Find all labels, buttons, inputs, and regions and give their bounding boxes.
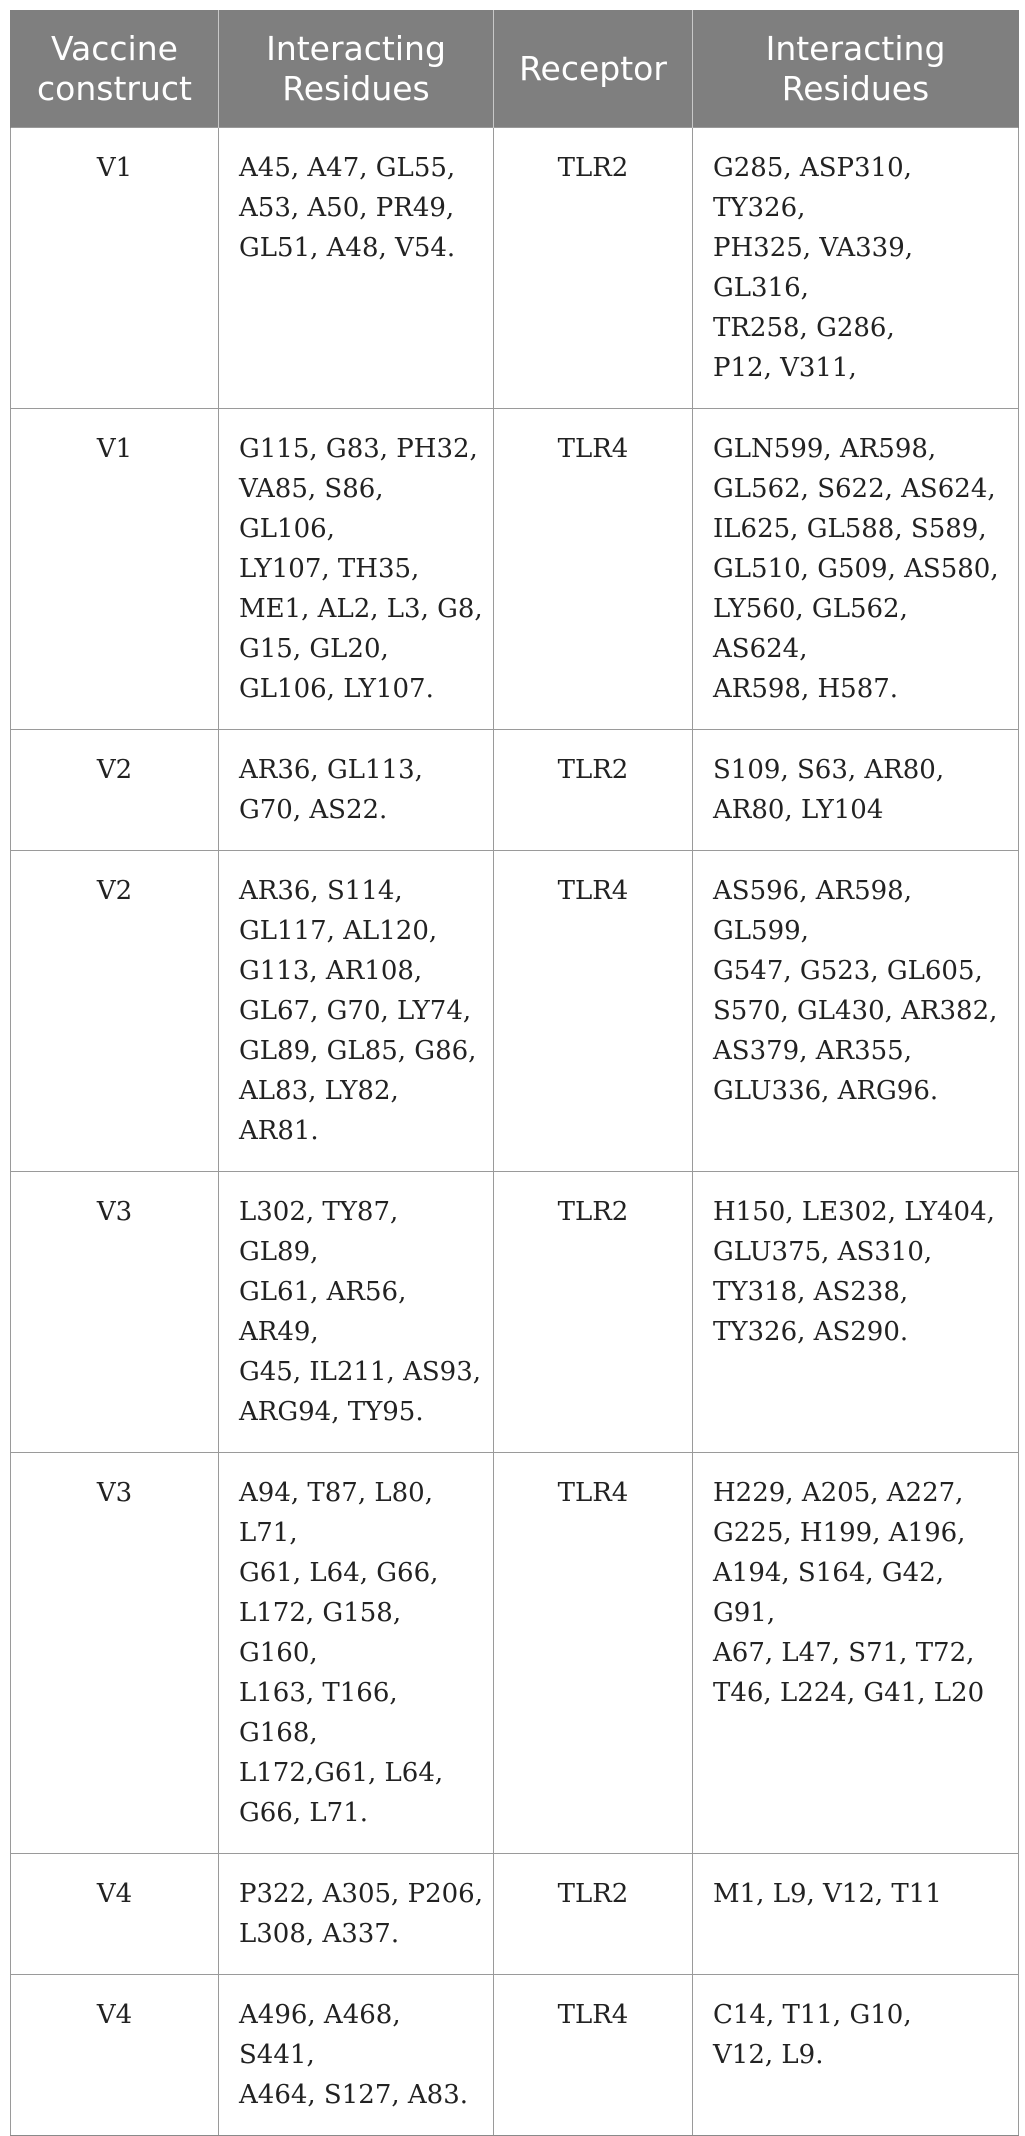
residue-line: AR36, S114,: [239, 876, 403, 906]
receptor-residues-cell: [693, 1975, 1019, 2136]
residue-line: V12, L9.: [713, 2040, 824, 2070]
residue-line: GL61, AR56, AR49,: [239, 1277, 407, 1347]
residue-line: P12, V311,: [713, 353, 857, 383]
residue-line: G45, IL211, AS93,: [239, 1357, 482, 1387]
vaccine-construct-cell: V3: [11, 1172, 219, 1453]
residue-line: L302, TY87, GL89,: [239, 1197, 399, 1267]
residue-line: A496, A468, S441,: [239, 2000, 401, 2070]
table-row: [11, 1453, 1019, 1854]
residue-line: AR598, H587.: [713, 674, 899, 704]
receptor-residues-cell: [693, 1172, 1019, 1453]
residue-line: TY326, AS290.: [713, 1317, 909, 1347]
vaccine-residues-cell: [219, 851, 494, 1172]
residue-line: A194, S164, G42, G91,: [713, 1558, 945, 1628]
receptor-residues-cell: [693, 1854, 1019, 1975]
table-header-row: [11, 10, 1019, 128]
residue-line: G66, L71.: [239, 1798, 368, 1828]
receptor-cell: TLR4: [494, 1453, 693, 1854]
residue-line: G113, AR108,: [239, 956, 423, 986]
residue-line: GLU375, AS310,: [713, 1237, 933, 1267]
residue-line: A464, S127, A83.: [239, 2080, 469, 2110]
receptor-cell: TLR4: [494, 851, 693, 1172]
vaccine-residues-cell: [219, 409, 494, 730]
vaccine-residues-cell: [219, 1975, 494, 2136]
table-row: [11, 730, 1019, 851]
residue-line: IL625, GL588, S589,: [713, 514, 987, 544]
residue-line: H150, LE302, LY404,: [713, 1197, 995, 1227]
residue-line: L172,G61, L64,: [239, 1758, 444, 1788]
vaccine-construct-cell: V1: [11, 128, 219, 409]
residue-line: L308, A337.: [239, 1919, 400, 1949]
residue-line: AR80, LY104: [713, 795, 884, 825]
vaccine-residues-cell: [219, 730, 494, 851]
residue-line: TY318, AS238,: [713, 1277, 909, 1307]
receptor-cell: TLR4: [494, 1975, 693, 2136]
residue-line: AL83, LY82, AR81.: [239, 1076, 399, 1146]
residue-line: A45, A47, GL55,: [239, 153, 456, 183]
receptor-cell: TLR2: [494, 1172, 693, 1453]
residue-line: G547, G523, GL605,: [713, 956, 983, 986]
receptor-residues-cell: [693, 730, 1019, 851]
residue-line: VA85, S86, GL106,: [239, 474, 384, 544]
receptor-residues-cell: [693, 1453, 1019, 1854]
vaccine-residues-cell: [219, 1453, 494, 1854]
vaccine-construct-cell: V4: [11, 1975, 219, 2136]
residue-line: G225, H199, A196,: [713, 1518, 966, 1548]
table-body: [11, 128, 1019, 2136]
vaccine-residues-cell: [219, 1172, 494, 1453]
header-vaccine-interacting-residues: Interacting Residues: [219, 10, 494, 128]
receptor-cell: TLR2: [494, 1854, 693, 1975]
residue-line: H229, A205, A227,: [713, 1478, 964, 1508]
residue-line: GL67, G70, LY74,: [239, 996, 472, 1026]
receptor-cell: TLR4: [494, 409, 693, 730]
table-row: [11, 1854, 1019, 1975]
vaccine-residues-cell: [219, 1854, 494, 1975]
residue-line: GL562, S622, AS624,: [713, 474, 996, 504]
residue-line: GL89, GL85, G86,: [239, 1036, 477, 1066]
vaccine-construct-cell: V3: [11, 1453, 219, 1854]
residue-line: G61, L64, G66,: [239, 1558, 439, 1588]
residue-line: L163, T166, G168,: [239, 1678, 398, 1748]
vaccine-residues-cell: [219, 128, 494, 409]
residue-line: A94, T87, L80, L71,: [239, 1478, 433, 1548]
table-row: [11, 128, 1019, 409]
residue-line: TR258, G286,: [713, 313, 895, 343]
residue-line: T46, L224, G41, L20: [713, 1678, 985, 1708]
vaccine-construct-cell: V4: [11, 1854, 219, 1975]
residue-line: G15, GL20,: [239, 634, 389, 664]
header-vaccine-construct: Vaccine construct: [11, 10, 219, 128]
vaccine-construct-cell: V1: [11, 409, 219, 730]
header-receptor: Receptor: [494, 10, 693, 128]
table-row: [11, 409, 1019, 730]
residue-line: AR36, GL113,: [239, 755, 423, 785]
residue-line: C14, T11, G10,: [713, 2000, 912, 2030]
receptor-residues-cell: [693, 409, 1019, 730]
residue-line: A53, A50, PR49,: [239, 193, 455, 223]
residue-line: S109, S63, AR80,: [713, 755, 945, 785]
residue-line: G70, AS22.: [239, 795, 388, 825]
residue-line: PH325, VA339, GL316,: [713, 233, 914, 303]
table-row: [11, 1172, 1019, 1453]
residue-line: M1, L9, V12, T11: [713, 1879, 942, 1909]
residue-line: S570, GL430, AR382,: [713, 996, 998, 1026]
residue-line: L172, G158, G160,: [239, 1598, 402, 1668]
residue-line: LY560, GL562, AS624,: [713, 594, 908, 664]
interacting-residues-table: [10, 10, 1019, 2136]
vaccine-construct-cell: V2: [11, 851, 219, 1172]
receptor-residues-cell: [693, 128, 1019, 409]
table-row: [11, 1975, 1019, 2136]
residue-line: LY107, TH35,: [239, 554, 420, 584]
residue-line: GL510, G509, AS580,: [713, 554, 999, 584]
residue-line: GL117, AL120,: [239, 916, 438, 946]
residue-line: ME1, AL2, L3, G8,: [239, 594, 483, 624]
residue-line: GLN599, AR598,: [713, 434, 937, 464]
residue-line: AS379, AR355,: [713, 1036, 912, 1066]
residue-line: AS596, AR598, GL599,: [713, 876, 912, 946]
receptor-cell: TLR2: [494, 128, 693, 409]
residues-table-container: [10, 10, 1018, 2136]
residue-line: G115, G83, PH32,: [239, 434, 478, 464]
receptor-cell: TLR2: [494, 730, 693, 851]
receptor-residues-cell: [693, 851, 1019, 1172]
vaccine-construct-cell: V2: [11, 730, 219, 851]
residue-line: GL106, LY107.: [239, 674, 434, 704]
header-receptor-interacting-residues: Interacting Residues: [693, 10, 1019, 128]
residue-line: P322, A305, P206,: [239, 1879, 483, 1909]
residue-line: ARG94, TY95.: [239, 1397, 424, 1427]
table-row: [11, 851, 1019, 1172]
residue-line: GLU336, ARG96.: [713, 1076, 939, 1106]
residue-line: GL51, A48, V54.: [239, 233, 456, 263]
residue-line: A67, L47, S71, T72,: [713, 1638, 975, 1668]
residue-line: G285, ASP310, TY326,: [713, 153, 912, 223]
